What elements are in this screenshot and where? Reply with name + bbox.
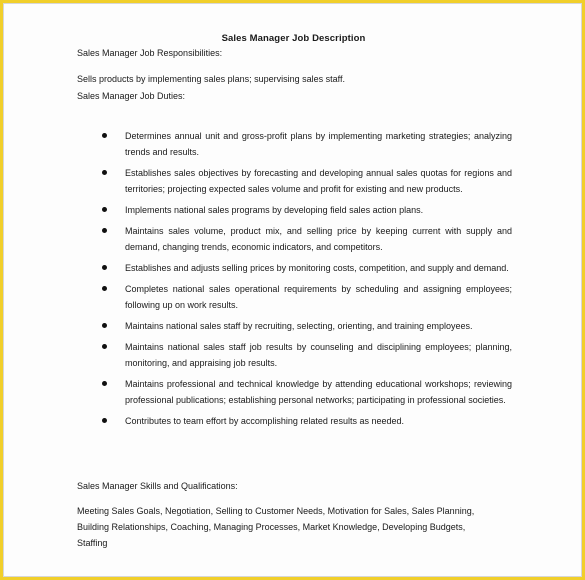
skills-text: Meeting Sales Goals, Negotiation, Selling to Customer Needs, Motivation for Sales, Sales Planning, Building Relationships, Coaching, Managing Processes, Market Knowledge, Developing Budgets, Staffing: [77, 506, 475, 548]
duties-heading: Sales Manager Job Duties:: [77, 91, 186, 101]
bullet-icon: [102, 344, 107, 349]
duty-text: Maintains national sales staff job results by counseling and disciplining employees; planning, monitoring, and appraising job results.: [125, 342, 512, 368]
duty-list-item: [100, 376, 512, 408]
duty-text: Completes national sales operational requirements by scheduling and assigning employees; following up on work results.: [125, 284, 512, 310]
bullet-icon: [102, 228, 107, 233]
duty-list-item: [100, 260, 512, 276]
responsibilities-heading: Sales Manager Job Responsibilities:: [77, 48, 223, 58]
duty-text: Establishes and adjusts selling prices by monitoring costs, competition, and supply and demand.: [125, 263, 509, 273]
duty-list-item: [100, 165, 512, 197]
duty-text: Maintains professional and technical knowledge by attending educational workshops; reviewing professional publications; establishing personal networks; participating in professional societies.: [125, 379, 512, 405]
duty-list-item: [100, 318, 512, 334]
page-frame: [3, 3, 582, 577]
document-page: [4, 4, 583, 578]
duty-list-item: [100, 128, 512, 160]
duty-text: Determines annual unit and gross-profit plans by implementing marketing strategies; analyzing trends and results.: [125, 131, 512, 157]
bullet-icon: [102, 286, 107, 291]
bullet-icon: [102, 418, 107, 423]
duty-list-item: [100, 339, 512, 371]
bullet-icon: [102, 133, 107, 138]
duty-text: Maintains sales volume, product mix, and selling price by keeping current with supply and demand, changing trends, economic indicators, and competitors.: [125, 226, 512, 252]
duty-list-item: [100, 281, 512, 313]
duty-text: Establishes sales objectives by forecasting and developing annual sales quotas for regions and territories; projecting expected sales volume and profit for existing and new products.: [125, 168, 512, 194]
responsibilities-text: Sells products by implementing sales plans; supervising sales staff.: [77, 74, 345, 84]
bullet-icon: [102, 265, 107, 270]
duty-list-item: [100, 223, 512, 255]
duty-text: Maintains national sales staff by recruiting, selecting, orienting, and training employees.: [125, 321, 473, 331]
skills-heading: Sales Manager Skills and Qualifications:: [77, 481, 238, 491]
bullet-icon: [102, 170, 107, 175]
duty-text: Implements national sales programs by developing field sales action plans.: [125, 205, 424, 215]
duties-list: [100, 128, 512, 434]
duty-list-item: [100, 202, 512, 218]
duty-list-item: [100, 413, 512, 429]
bullet-icon: [102, 323, 107, 328]
document-title: Sales Manager Job Description: [221, 33, 366, 44]
bullet-icon: [102, 381, 107, 386]
bullet-icon: [102, 207, 107, 212]
duty-text: Contributes to team effort by accomplishing related results as needed.: [125, 416, 404, 426]
